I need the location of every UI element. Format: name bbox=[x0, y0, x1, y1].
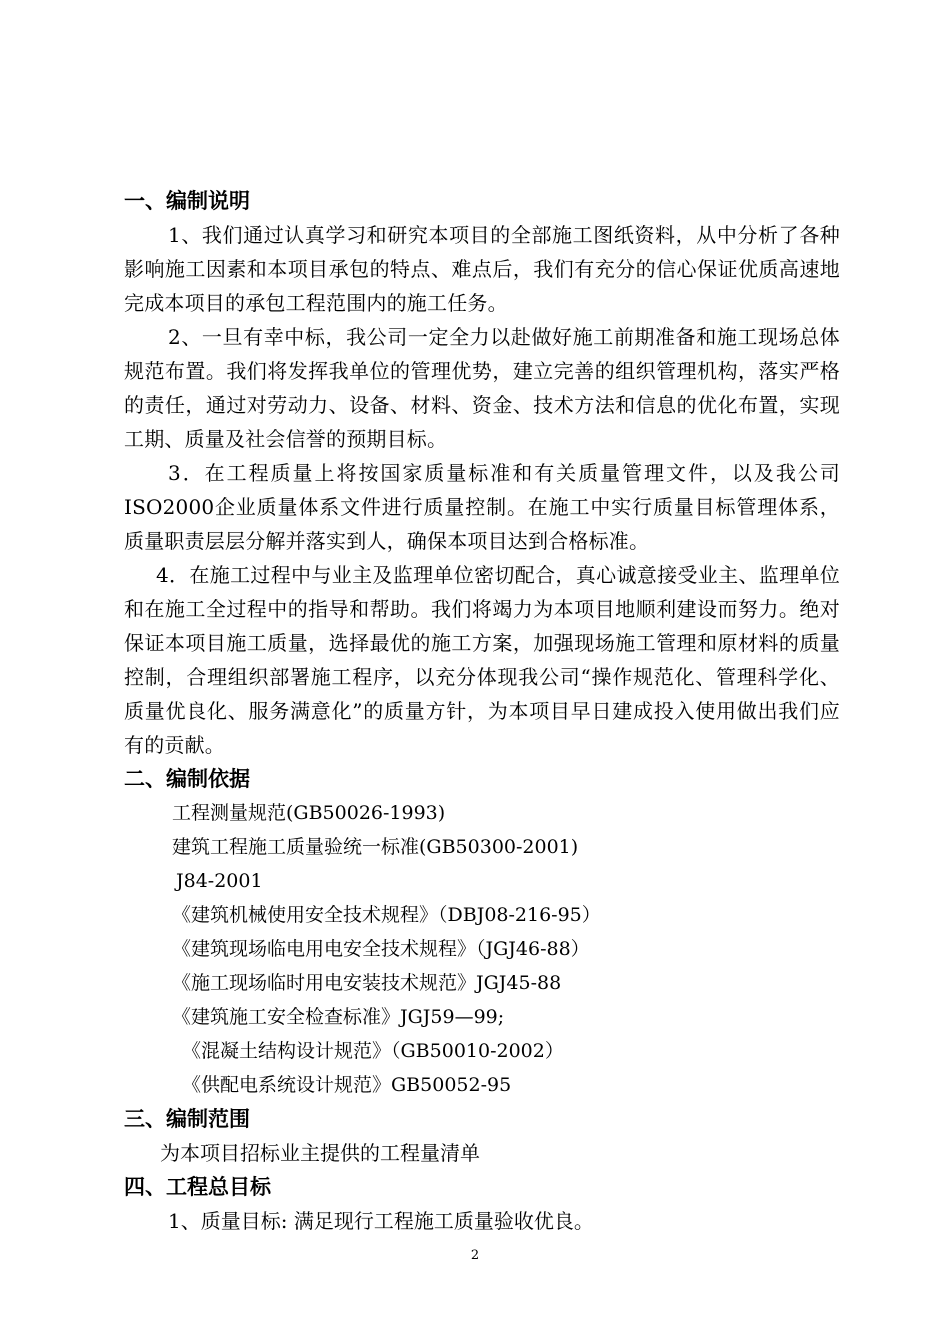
page-number: 2 bbox=[470, 1248, 480, 1263]
paragraph-note-1: 1、我们通过认真学习和研究本项目的全部施工图纸资料，从中分析了各种影响施工因素和本项目承包的特点、难点后，我们有充分的信心保证优质高速地完成本项目的承包工程范围内的施工任务。 bbox=[124, 223, 840, 315]
basis-item: 《混凝土结构设计规范》（GB50010-2002） bbox=[182, 1040, 564, 1062]
section-heading-overall-goals: 四、工程总目标 bbox=[124, 1175, 271, 1199]
basis-item: J84-2001 bbox=[176, 870, 263, 892]
basis-item: 《建筑机械使用安全技术规程》（DBJ08-216-95） bbox=[172, 904, 601, 926]
basis-item: 《建筑现场临电用电安全技术规程》（JGJ46-88） bbox=[172, 938, 590, 960]
paragraph-note-4: 4．在施工过程中与业主及监理单位密切配合，真心诚意接受业主、监理单位和在施工全过程中的指导和帮助。我们将竭力为本项目地顺利建设而努力。绝对保证本项目施工质量，选择最优的施工方案，加强现场施工管理和原材料的质量控制，合理组织部署施工程序，以充分体现我公司“操作规范化、管理科学化、质量优良化、服务满意化”的质量方针，为本项目早日建成投入使用做出我们应有的贡献。 bbox=[124, 563, 840, 757]
paragraph-note-3: 3．在工程质量上将按国家质量标准和有关质量管理文件，以及我公司ISO2000企业质量体系文件进行质量控制。在施工中实行质量目标管理体系，质量职责层层分解并落实到人，确保本项目达到合格标准。 bbox=[124, 461, 840, 553]
section-heading-compilation-scope: 三、编制范围 bbox=[124, 1107, 250, 1131]
document-body bbox=[124, 184, 840, 1238]
basis-item: 建筑工程施工质量验统一标准(GB50300-2001) bbox=[172, 836, 579, 858]
scope-text: 为本项目招标业主提供的工程量清单 bbox=[160, 1141, 480, 1165]
quality-goal-text: 1、质量目标: 满足现行工程施工质量验收优良。 bbox=[168, 1209, 594, 1233]
basis-item: 工程测量规范(GB50026-1993) bbox=[172, 802, 446, 824]
basis-item: 《施工现场临时用电安装技术规范》JGJ45-88 bbox=[172, 972, 562, 994]
section-heading-compilation-notes: 一、编制说明 bbox=[124, 189, 250, 213]
basis-item: 《供配电系统设计规范》GB50052-95 bbox=[182, 1074, 512, 1096]
basis-item: 《建筑施工安全检查标准》JGJ59—99; bbox=[172, 1006, 505, 1028]
paragraph-note-2: 2、一旦有幸中标，我公司一定全力以赴做好施工前期准备和施工现场总体规范布置。我们将发挥我单位的管理优势，建立完善的组织管理机构，落实严格的责任，通过对劳动力、设备、材料、资金、技术方法和信息的优化布置，实现工期、质量及社会信誉的预期目标。 bbox=[124, 325, 840, 451]
section-heading-compilation-basis: 二、编制依据 bbox=[124, 767, 250, 791]
